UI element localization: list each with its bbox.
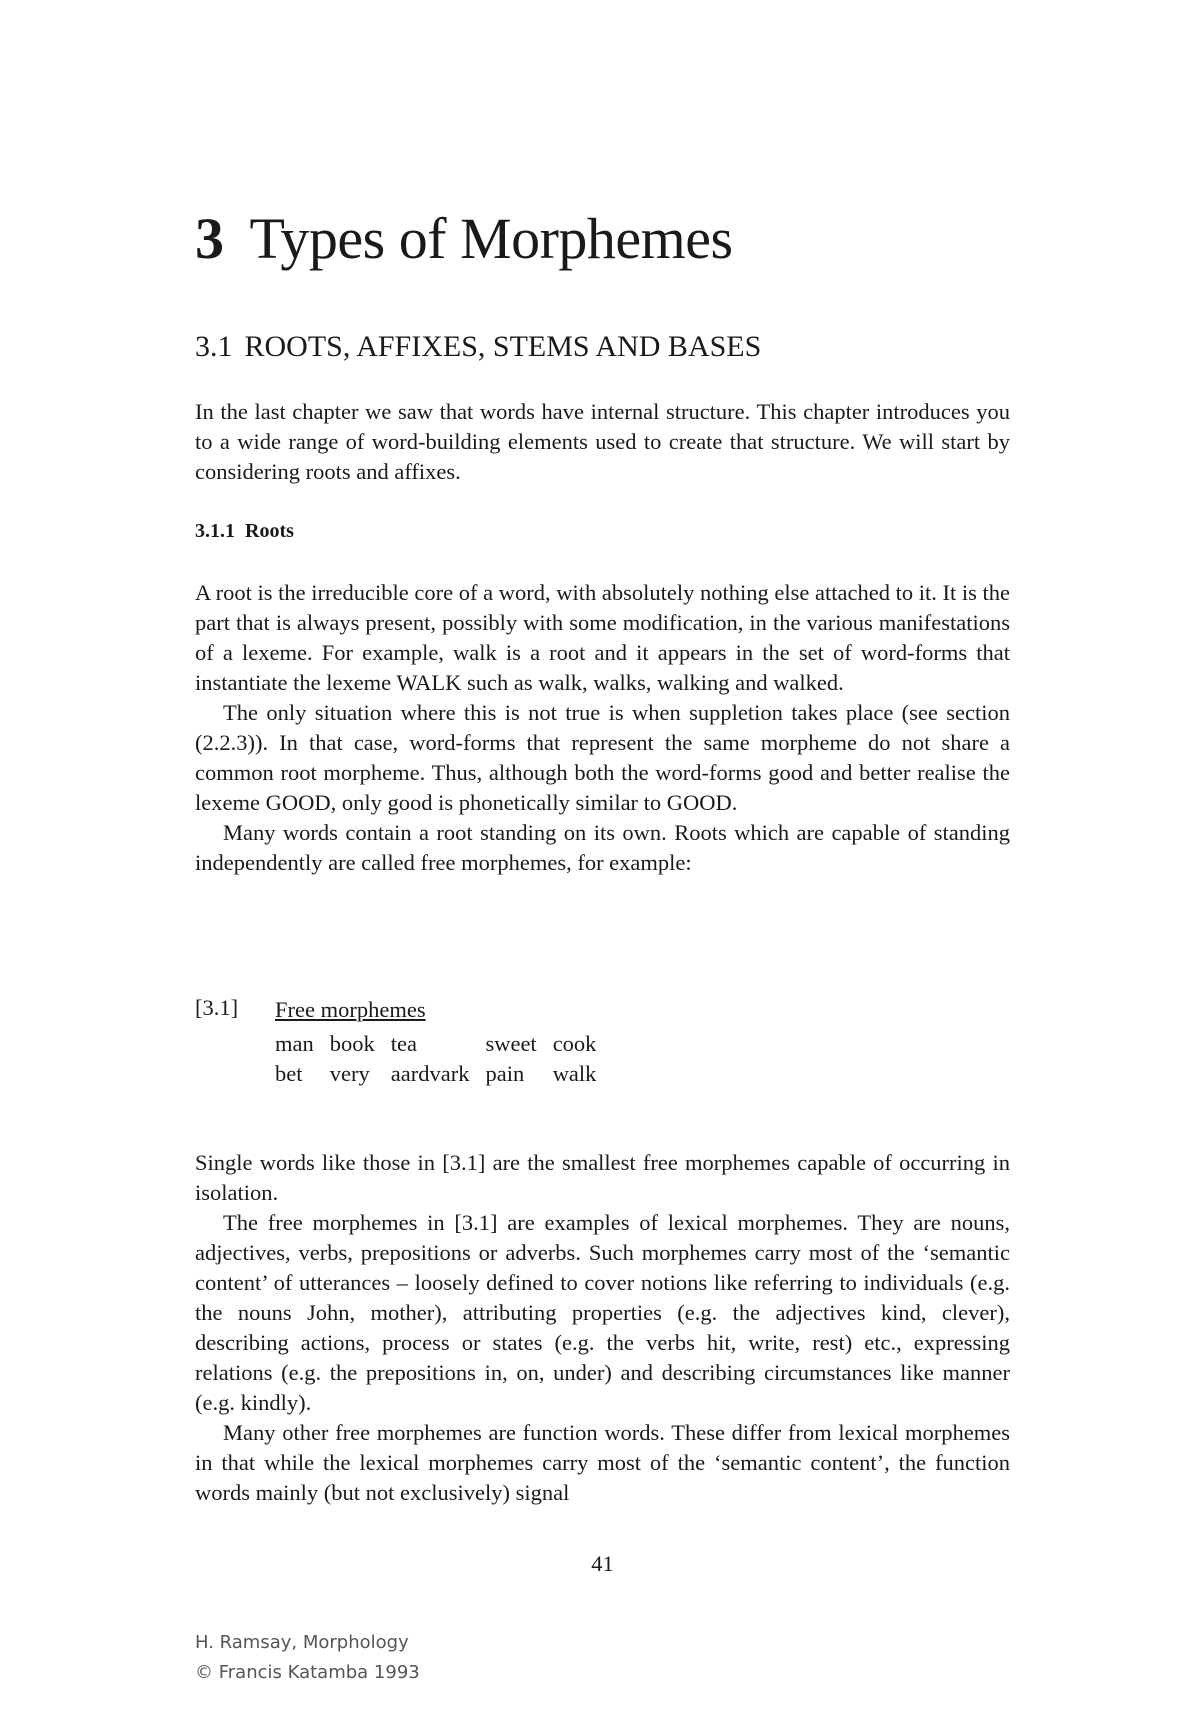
example-word: cook [552,1031,597,1056]
chapter-number: 3 [195,206,224,271]
paragraph: Many other free morphemes are function words. These differ from lexical morphemes in that while the lexical morphemes carry most of the ‘semantic content’, the function words mainly (but not exclusively) signal [195,1420,1010,1505]
example-word: man [275,1031,314,1056]
footer-copyright: © Francis Katamba 1993 [195,1662,420,1683]
example-number: [3.1] [195,995,239,1020]
section-title-text: ROOTS, AFFIXES, STEMS AND BASES [244,330,762,363]
section-number: 3.1 [195,330,233,363]
paragraph: Many words contain a root standing on its own. Roots which are capable of standing independently are called free morphemes, for example: [195,820,1010,875]
section-title [195,330,761,364]
example-row [275,1029,612,1059]
paragraph: Single words like those in [3.1] are the smallest free morphemes capable of occurring in isolation. [195,1150,1010,1205]
subsection-title-text: Roots [245,520,294,542]
book-page [195,0,1010,1724]
example-word: aardvark [390,1061,470,1086]
page-footer [195,1628,420,1688]
example-word: pain [485,1061,525,1086]
subsection-title [195,520,294,543]
paragraph: A root is the irreducible core of a word, with absolutely nothing else attached to it. It is the part that is always present, possibly with some modification, in the various manifestations of a lexeme. For example, walk is a root and it appears in the set of word-forms that instantiate the lexeme WALK such as walk, walks, walking and walked. [195,580,1010,695]
example-heading: Free morphemes [275,997,426,1022]
example-word: sweet [485,1031,537,1056]
paragraph: The free morphemes in [3.1] are examples of lexical morphemes. They are nouns, adjectives, verbs, prepositions or adverbs. Such morphemes carry most of the ‘semantic content’ of utterances – loosely defined to cover notions like referring to individuals (e.g. the nouns John, mother), attributing properties (e.g. the adjectives kind, clever), describing actions, process or states (e.g. the verbs hit, write, rest) etc., expressing relations (e.g. the prepositions in, on, under) and describing circumstances like manner (e.g. kindly). [195,1210,1010,1415]
example-table [275,1029,612,1089]
footer-author: H. Ramsay, Morphology [195,1632,409,1653]
example-word: book [329,1031,375,1056]
chapter-title [195,205,733,272]
example-row [275,1059,612,1089]
roots-text-block [195,578,1010,878]
subsection-number: 3.1.1 [195,520,235,542]
page-number: 41 [591,1551,614,1576]
lexical-morphemes-text-block [195,1148,1010,1508]
example-word: tea [390,1031,417,1056]
paragraph: The only situation where this is not true is when suppletion takes place (see section (2.2.3)). In that case, word-forms that represent the same morpheme do not share a common root morpheme. Thus, although both the word-forms good and better realise the lexeme GOOD, only good is phonetically similar to GOOD. [195,700,1010,815]
example-word: bet [275,1061,303,1086]
intro-paragraph: In the last chapter we saw that words have internal structure. This chapter introduces you to a wide range of word-building elements used to create that structure. We will start by considering roots and affixes. [195,399,1010,484]
chapter-title-text: Types of Morphemes [249,206,733,271]
example-word: walk [552,1061,597,1086]
example-word: very [329,1061,370,1086]
example-body [275,995,612,1089]
intro-block [195,397,1010,487]
